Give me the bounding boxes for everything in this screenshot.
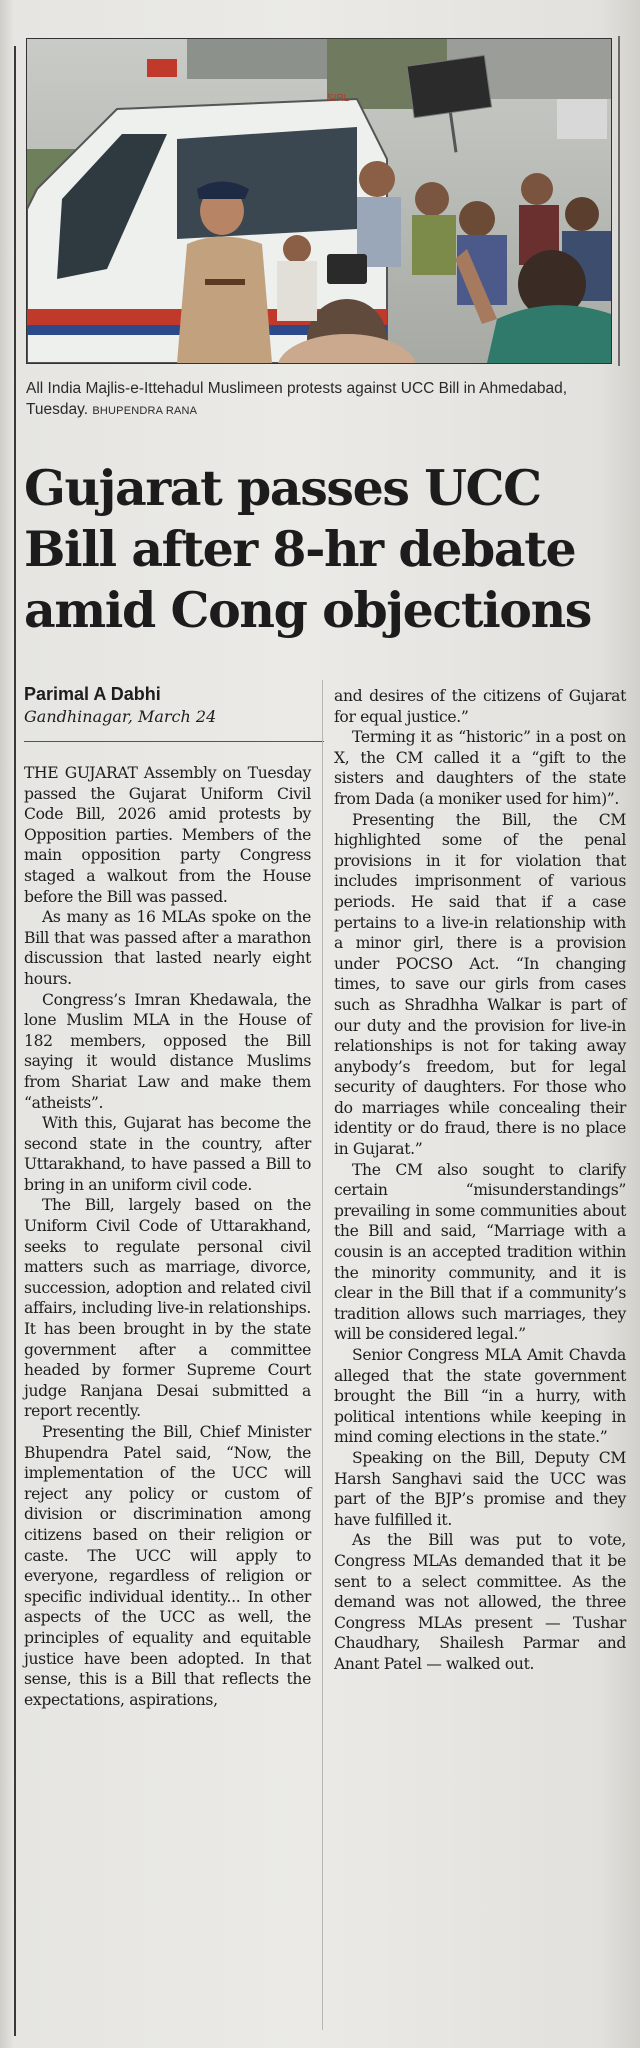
paragraph: and desires of the citizens of Gujarat for equal justice.” bbox=[334, 687, 626, 726]
caption-text: All India Majlis-e-Ittehadul Muslimeen protests against UCC Bill in Ahmedabad, Tuesday. bbox=[26, 380, 568, 418]
paragraph: As many as 16 MLAs spoke on the Bill that was passed after a marathon discussion that lasted nearly eight hours. bbox=[24, 908, 311, 988]
photo-credit: BHUPENDRA RANA bbox=[92, 405, 198, 417]
photo-caption bbox=[26, 378, 610, 422]
headline: Gujarat passes UCC Bill after 8-hr debate amid Cong objections bbox=[24, 459, 591, 639]
paragraph: Terming it as “historic” in a post on X, the CM called it a “gift to the sisters and daughters of the state from Dada (a moniker used for him)”. bbox=[334, 728, 626, 808]
dateline: Gandhinagar, March 24 bbox=[24, 707, 217, 726]
left-column-rule bbox=[14, 46, 16, 2036]
paragraph: Speaking on the Bill, Deputy CM Harsh Sanghavi said the UCC was part of the BJP’s promise and they have fulfilled it. bbox=[334, 1448, 626, 1529]
article-column-2 bbox=[334, 686, 626, 1675]
paragraph: Congress’s Imran Khedawala, the lone Muslim MLA in the House of 182 members, opposed the Bill saying it would distance Muslims from Shariat Law and make them “atheists”. bbox=[24, 990, 311, 1112]
paragraph: The CM also sought to clarify certain “misunderstandings” prevailing in some communities about the Bill and said, “Marriage with a cousin is an accepted tradition within the minority community, and it is clear in the Bill that if a community’s tradition allows such marriages, they will be considered legal.” bbox=[334, 1160, 626, 1344]
paragraph: With this, Gujarat has become the second state in the country, after Uttarakhand, to have passed a Bill to bring in an uniform civil code. bbox=[24, 1114, 311, 1194]
van-label: SIRL bbox=[327, 93, 350, 104]
protest-photo-icon bbox=[27, 39, 611, 363]
right-edge-rule bbox=[618, 36, 620, 366]
paragraph: Presenting the Bill, Chief Minister Bhupendra Patel said, “Now, the implementation of the UCC will reject any policy or custom of division or discrimination among citizens based on their religion or caste. The UCC will apply to everyone, regardless of religion or specific individual identity... In other aspects of the UCC as well, the principles of equality and equitable justice have been adopted. In that sense, this is a Bill that reflects the expectations, aspirations, bbox=[24, 1423, 311, 1709]
paragraph: The Bill, largely based on the Uniform Civil Code of Uttarakhand, seeks to regulate personal civil matters such as marriage, divorce, succession, adoption and related civil affairs, including live-in relationships. It has been brought in by the state government after a committee headed by former Supreme Court judge Ranjana Desai submitted a report recently. bbox=[24, 1196, 311, 1421]
byline: Parimal A Dabhi bbox=[24, 684, 161, 704]
paragraph: Senior Congress MLA Amit Chavda alleged that the state government brought the Bill “in a hurry, with political intentions while keeping in mind coming elections in the state.” bbox=[334, 1346, 626, 1447]
paragraph: THE GUJARAT Assembly on Tuesday passed the Gujarat Uniform Civil Code Bill, 2026 amid protests by Opposition parties. Members of the main opposition party Congress staged a walkout from the House before the Bill was passed. bbox=[24, 764, 311, 906]
column-separator bbox=[322, 680, 323, 2030]
protest-photo bbox=[26, 38, 612, 364]
article-column-1 bbox=[24, 763, 311, 1710]
paragraph: As the Bill was put to vote, Congress MLAs demanded that it be sent to a select committee. As the demand was not allowed, the three Congress MLAs present — Tushar Chaudhary, Shailesh Parmar and Anant Patel — walked out. bbox=[334, 1531, 626, 1673]
dateline-rule bbox=[24, 741, 324, 742]
paragraph: Presenting the Bill, the CM highlighted some of the penal provisions in it for violation that includes imprisonment of various periods. He said that if a case pertains to a live-in relationship with a minor girl, there is a provision under POCSO Act. “In changing times, to save our girls from cases such as Shradhha Walkar is part of our duty and the provision for live-in relationships is not for taking away anybody’s freedom, but for legal security of daughters. For those who do marriages while concealing their identity or do fraud, there is no place in Gujarat.” bbox=[334, 810, 626, 1159]
